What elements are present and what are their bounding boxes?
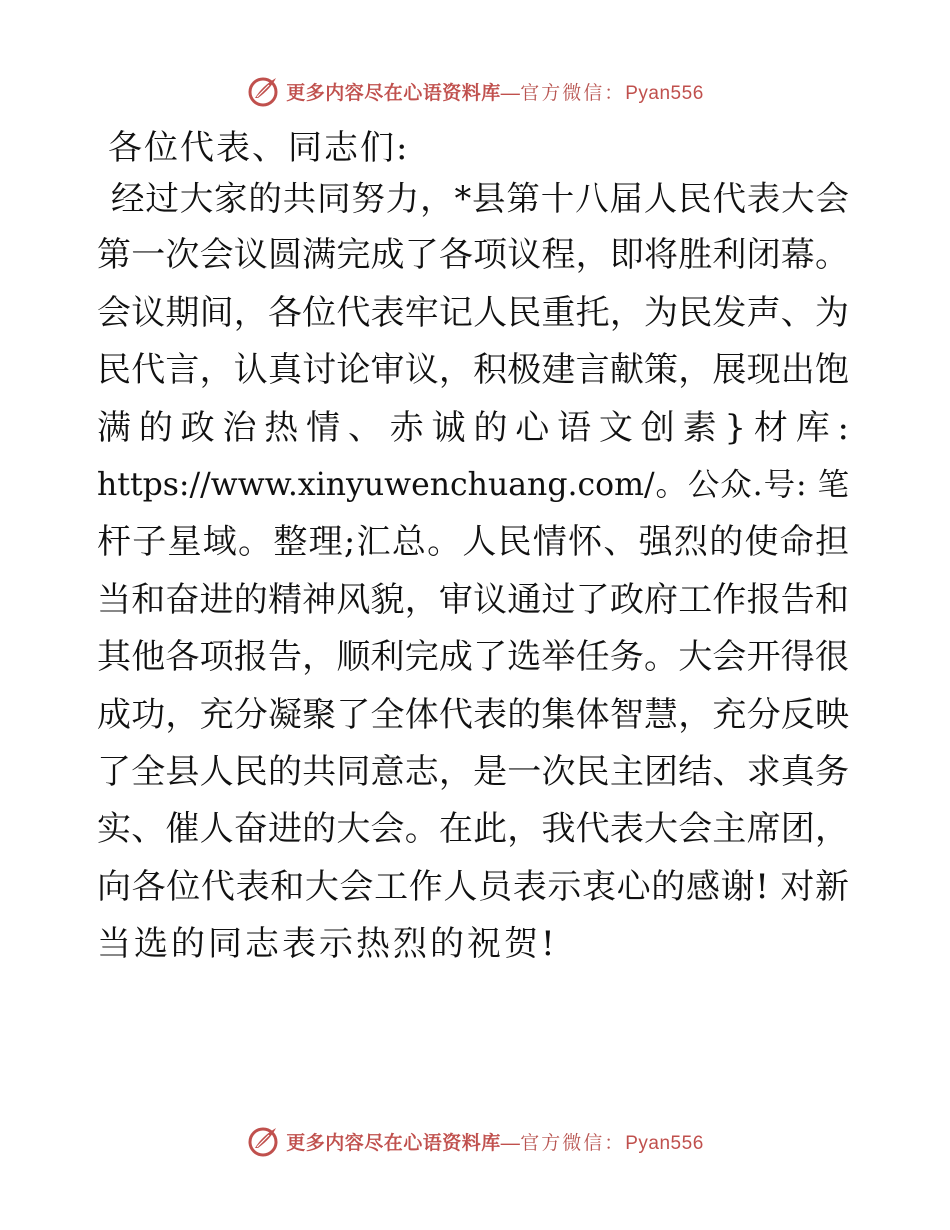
body-line: 当和奋进的精神风貌，审议通过了政府工作报告和 bbox=[97, 579, 849, 620]
body-line: 第一次会议圆满完成了各项议程，即将胜利闭幕。 bbox=[97, 235, 849, 276]
salutation: 各位代表、同志们: bbox=[108, 128, 410, 168]
header-watermark-banner bbox=[0, 74, 950, 108]
header-site-text: 更多内容尽在心语资料库 bbox=[286, 82, 501, 104]
footer-wechat-id: Pyan556 bbox=[625, 1132, 704, 1154]
body-line: 了全县人民的共同意志，是一次民主团结、求真务 bbox=[97, 751, 849, 792]
body-line: 成功，充分凝聚了全体代表的集体智慧，充分反映 bbox=[97, 694, 849, 735]
body-line: 其他各项报告，顺利完成了选举任务。大会开得很 bbox=[97, 637, 849, 678]
body-line: 当选的同志表示热烈的祝贺! bbox=[97, 924, 558, 965]
body-line: 向各位代表和大会工作人员表示衷心的感谢! 对新 bbox=[97, 866, 849, 907]
header-wechat-label: 官方微信： bbox=[520, 82, 626, 104]
footer-wechat-label: 官方微信： bbox=[520, 1132, 626, 1154]
body-line: 民代言，认真讨论审议，积极建言献策，展现出饱 bbox=[97, 350, 849, 391]
header-banner-text bbox=[286, 78, 704, 105]
header-wechat-id: Pyan556 bbox=[625, 82, 704, 104]
footer-dash: — bbox=[500, 1132, 521, 1154]
footer-banner-text bbox=[286, 1128, 704, 1155]
quill-logo-icon bbox=[246, 1124, 280, 1158]
body-line: 会议期间，各位代表牢记人民重托，为民发声、为 bbox=[97, 292, 849, 333]
body-line: https://www.xinyuwenchuang.com/。公众.号: 笔 bbox=[97, 466, 849, 503]
header-dash: — bbox=[500, 82, 521, 104]
footer-site-text: 更多内容尽在心语资料库 bbox=[286, 1132, 501, 1154]
body-line: 满的政治热情、赤诚的心语文创素}材库: bbox=[97, 407, 849, 448]
body-line: 实、催人奋进的大会。在此，我代表大会主席团， bbox=[97, 809, 849, 850]
document-body bbox=[97, 170, 849, 973]
quill-logo-icon bbox=[246, 74, 280, 108]
body-line: 经过大家的共同努力，*县第十八届人民代表大会 bbox=[111, 179, 849, 218]
body-line: 杆子星域。整理;汇总。人民情怀、强烈的使命担 bbox=[97, 522, 849, 563]
footer-watermark-banner bbox=[0, 1124, 950, 1158]
